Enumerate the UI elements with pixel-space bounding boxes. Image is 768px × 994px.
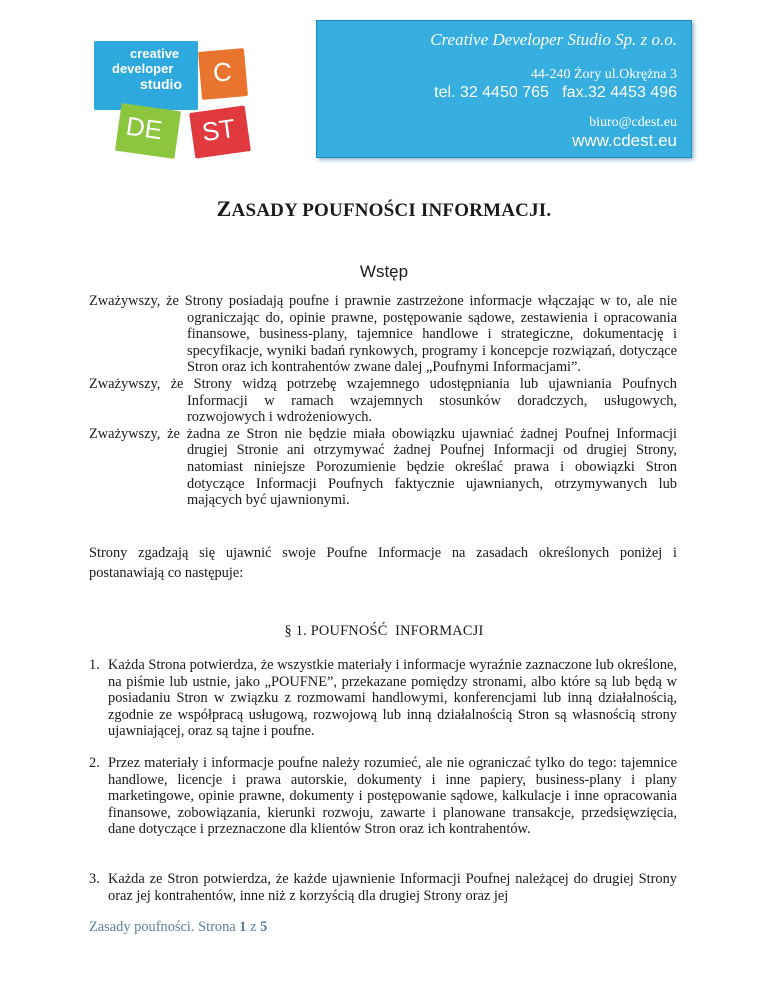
section-1-heading: § 1. POUFNOŚĆ INFORMACJI — [284, 623, 484, 639]
company-phones: tel. 32 4450 765 fax.32 4453 496 — [434, 84, 677, 101]
whereas-clause-3: Zważywszy, że żadna ze Stron nie będzie miała obowiązku ujawniać żadnej Poufnej Informacji drugiej Stronie ani otrzymywać żadnej Poufnej Informacji od drugiej Strony, natomiast niniejsze Porozumienie będzie określać prawa i obowiązki Stron dotyczące Informacji Poufnych faktycznie ujawnianych, otrzymywanych lub mających być ujawnionymi. — [89, 425, 677, 509]
company-email: biuro@cdest.eu — [589, 115, 677, 130]
item-number: 3. — [89, 871, 100, 887]
footer-prefix: Zasady poufności. Strona — [89, 919, 240, 935]
item-number: 2. — [89, 755, 100, 771]
whereas-clauses — [89, 293, 677, 509]
whereas-clause-1: Zważywszy, że Strony posiadają poufne i prawnie zastrzeżone informacje włączając w to, ale nie ograniczając do, opinie prawne, postępowanie sądowe, zestawienia i opracowania finansowe, business-plany, tajemnice handlowe i strategiczne, dokumentację i specyfikacje, wyniki badań rynkowych, programy i koncepcje rozwiązań, dotyczące Stron oraz ich kontrahentów zwane dalej „Poufnymi Informacjami”. — [89, 293, 677, 376]
whereas-clause-2: Zważywszy, że Strony widzą potrzebę wzajemnego udostępniania lub ujawniania Poufnych Informacji w ramach wzajemnych stosunków doradczych, usługowych, rozwojowych i wdrożeniowych. — [89, 375, 677, 426]
letterhead-contact-box — [316, 20, 692, 158]
item-number: 1. — [89, 657, 100, 673]
title-rest: ASADY POUFNOŚCI INFORMACJI. — [231, 200, 552, 221]
footer-middle: z — [246, 919, 261, 935]
company-website: www.cdest.eu — [572, 131, 677, 150]
company-name: Creative Developer Studio Sp. z o.o. — [430, 30, 677, 49]
agreement-paragraph: Strony zgadzają się ujawnić swoje Poufne Informacje na zasadach określonych poniżej i postanawiają co następuje: — [89, 545, 677, 581]
logo-text-studio: studio — [140, 76, 182, 92]
item-text: Każda ze Stron potwierdza, że każde ujawnienie Informacji Poufnej należącej do drugiej Strony oraz jej kontrahentów, inne niż z korzyścią dla drugiej Strony oraz jej — [108, 871, 677, 904]
footer-page-total: 5 — [260, 919, 268, 935]
company-address: 44-240 Żory ul.Okrężna 3 — [530, 67, 677, 82]
logo-text-developer: developer — [112, 61, 174, 76]
logo-letter-c: C — [213, 57, 232, 87]
section-1-item-3 — [89, 871, 677, 904]
logo-text-creative: creative — [130, 46, 180, 61]
section-1-item-2 — [89, 755, 677, 838]
section-1-item-1 — [89, 657, 677, 740]
item-text: Przez materiały i informacje poufne należy rozumieć, ale nie ograniczać tylko do tego: tajemnice handlowe, licencje i prawa autorskie, dokumenty i inne papiery, business-plany i plany marketingowe, opinie prawne, dokumenty i postępowanie sądowe, kalkulacje i inne opracowania finansowe, zobowiązania, kierunki rozwoju, zawarte i planowane transakcje, przedsięwzięcia, dane dotyczące i przeznaczone dla klientów Stron oraz ich kontrahentów. — [108, 755, 677, 838]
footer-page-number: 1 — [239, 919, 247, 935]
item-text: Każda Strona potwierdza, że wszystkie materiały i informacje wyraźnie zaznaczone lub określone, na piśmie lub ustnie, jako „POUFNE”, przekazane pomiędzy stronami, albo które są lub będą w posiadaniu Stron w związku z rozmowami handlowymi, konferencjami lub inną działalnością, zgodnie ze współpracą usługową, rozwojową lub inną działalnością Stron są własnością strony ujawniającej, oraz są tajne i poufne. — [108, 657, 677, 740]
intro-heading: Wstęp — [359, 262, 409, 281]
title-first-letter: Z — [216, 196, 232, 221]
logo-letters-de: DE — [124, 110, 165, 146]
document-title — [0, 196, 768, 222]
page-footer — [89, 919, 267, 936]
logo-letters-st: ST — [200, 112, 238, 148]
